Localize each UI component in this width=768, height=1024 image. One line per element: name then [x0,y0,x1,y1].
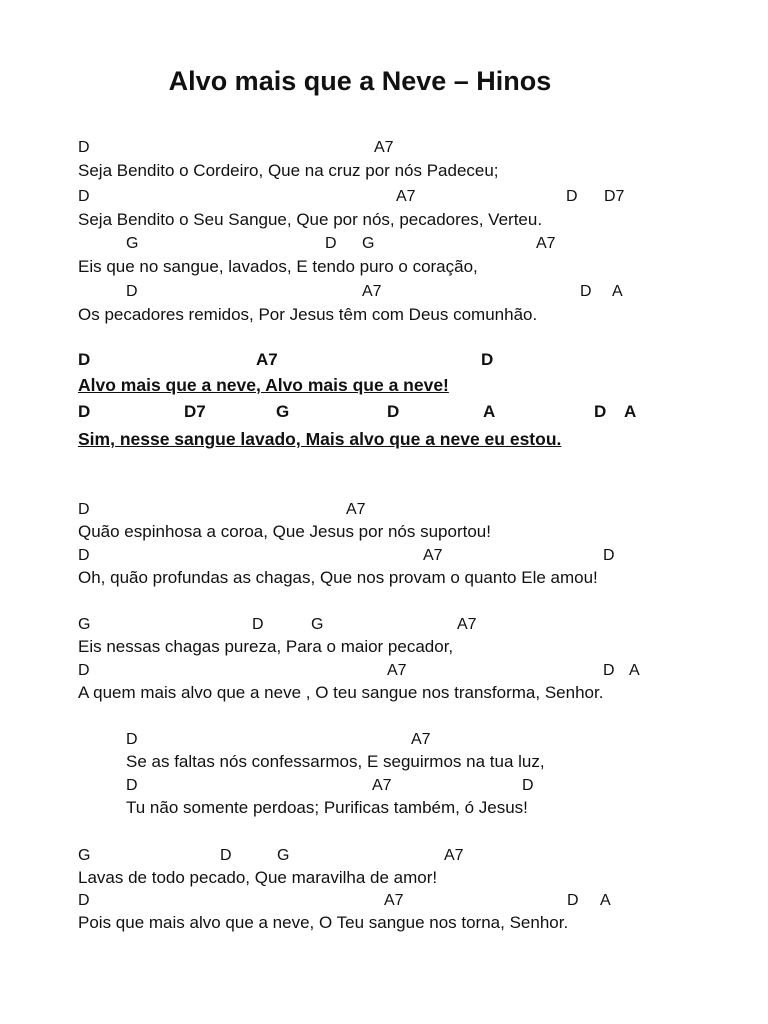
lyric-text: A quem mais alvo que a neve , O teu sangue nos transforma, Senhor. [78,683,604,702]
lyric-line [0,912,768,934]
lyric-text: Seja Bendito o Cordeiro, Que na cruz por nós Padeceu; [78,161,499,180]
chord: D [126,777,138,794]
lyric-text: Alvo mais que a neve, Alvo mais que a neve! [78,375,449,395]
lyric-text: Os pecadores remidos, Por Jesus têm com Deus comunhão. [78,305,538,324]
lyric-line [0,209,768,231]
chord-line [0,233,768,255]
lyric-text: Eis nessas chagas pureza, Para o maior pecador, [78,637,454,656]
chord: D [78,547,90,564]
chord-line [0,775,768,797]
chord: D [126,283,138,300]
chord: A7 [387,662,407,679]
chord: G [276,402,290,421]
lyric-line [0,751,768,773]
chord: D [78,662,90,679]
chord: G [78,616,91,633]
lyric-line [0,867,768,889]
chord: A7 [444,847,464,864]
chord: G [311,616,324,633]
chord: D7 [604,188,625,205]
chord: A7 [396,188,416,205]
chord-line [0,281,768,303]
lyric-text: Eis que no sangue, lavados, E tendo puro o coração, [78,257,478,276]
chord-line [0,401,768,423]
chord-line [0,660,768,682]
chord: A [624,402,637,421]
lyric-text: Tu não somente perdoas; Purificas também, ó Jesus! [126,798,528,817]
chord: A7 [256,350,278,369]
chord: A7 [457,616,477,633]
chord-line [0,349,768,371]
lyric-line [0,636,768,658]
lyric-line [0,304,768,326]
chord-line [0,186,768,208]
chord: A7 [411,731,431,748]
chord: D [78,402,91,421]
chord-line [0,729,768,751]
chord: D [603,662,615,679]
lyric-text: Seja Bendito o Seu Sangue, Que por nós, pecadores, Verteu. [78,210,543,229]
lyric-line [0,374,768,396]
lyric-line [0,521,768,543]
chord: A7 [384,892,404,909]
chord: D [567,892,579,909]
lyric-line [0,428,768,450]
lyric-text: Se as faltas nós confessarmos, E seguirmos na tua luz, [126,752,545,771]
chord: D [387,402,400,421]
lyric-text: Oh, quão profundas as chagas, Que nos provam o quanto Ele amou! [78,568,598,587]
chord: D [252,616,264,633]
chord-line [0,890,768,912]
lyric-text: Quão espinhosa a coroa, Que Jesus por nós suportou! [78,522,491,541]
chord: D [603,547,615,564]
lyric-line [0,256,768,278]
chord: D [522,777,534,794]
chord: D [78,501,90,518]
chord: A [629,662,640,679]
chord: A [612,283,623,300]
chord: A7 [536,235,556,252]
chord: A [600,892,611,909]
chord: D [481,350,494,369]
lyric-line [0,682,768,704]
chord: D [594,402,607,421]
lyric-line [0,160,768,182]
chord: D [566,188,578,205]
chord: G [126,235,139,252]
chord: A7 [362,283,382,300]
lyric-text: Sim, nesse sangue lavado, Mais alvo que a neve eu estou. [78,429,562,449]
lyric-text: Lavas de todo pecado, Que maravilha de amor! [78,868,438,887]
chord: A7 [372,777,392,794]
chord-line [0,137,768,159]
chord: D [580,283,592,300]
chord: D [78,188,90,205]
chord: D7 [184,402,206,421]
chord: G [362,235,375,252]
chord: D [78,892,90,909]
chord-line [0,614,768,636]
chord: G [277,847,290,864]
song-title: Alvo mais que a Neve – Hinos [168,66,552,96]
chord-line [0,845,768,867]
chord: A7 [346,501,366,518]
chord: D [126,731,138,748]
chord: D [78,350,91,369]
chord: D [325,235,337,252]
chord-line [0,499,768,521]
chord: A7 [423,547,443,564]
chord: A7 [374,139,394,156]
chord: D [220,847,232,864]
lyric-line [0,797,768,819]
chord-line [0,545,768,567]
chord: D [78,139,90,156]
chord: G [78,847,91,864]
lyric-text: Pois que mais alvo que a neve, O Teu sangue nos torna, Senhor. [78,913,569,932]
lyric-line [0,567,768,589]
chord: A [483,402,496,421]
